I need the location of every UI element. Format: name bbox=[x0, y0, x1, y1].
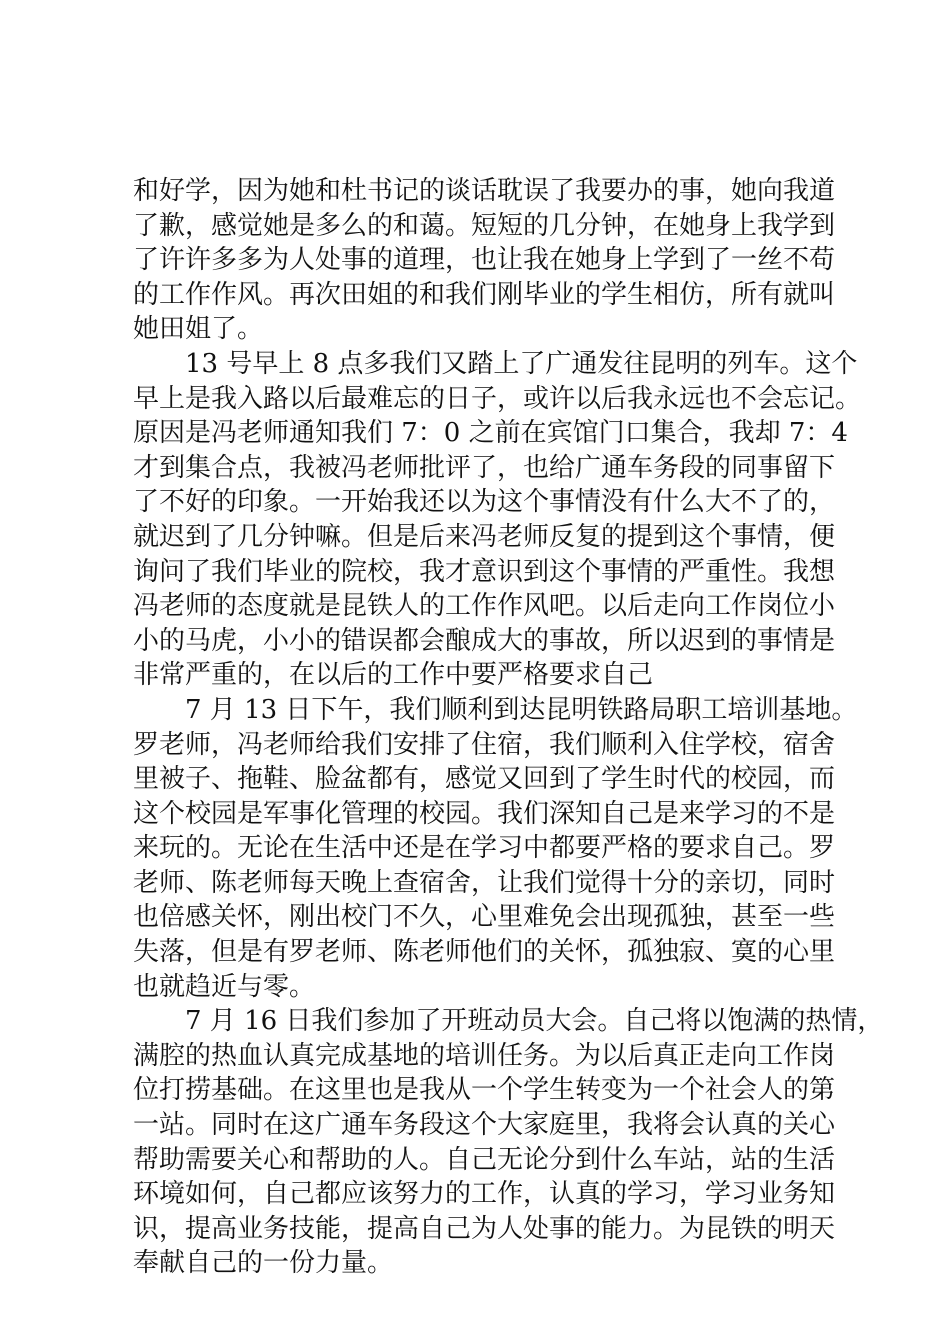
text-line: 奉献自己的一份力量。 bbox=[133, 1248, 394, 1279]
paragraph-4 bbox=[133, 1004, 884, 1281]
text-line: 冯老师的态度就是昆铁人的工作作风吧。以后走向工作岗位小 bbox=[133, 591, 836, 622]
document-body bbox=[133, 174, 884, 1281]
text-line: 位打捞基础。在这里也是我从一个学生转变为一个社会人的第 bbox=[133, 1075, 836, 1106]
text-line: 7 月 16 日我们参加了开班动员大会。自己将以饱满的热情， bbox=[185, 1006, 884, 1037]
text-line: 早上是我入路以后最难忘的日子，或许以后我永远也不会忘记。 bbox=[133, 383, 862, 414]
text-line: 13 号早上 8 点多我们又踏上了广通发往昆明的列车。这个 bbox=[185, 348, 858, 379]
text-line: 和好学，因为她和杜书记的谈话耽误了我要办的事，她向我道 bbox=[133, 176, 836, 206]
text-line: 就迟到了几分钟嘛。但是后来冯老师反复的提到这个事情，便 bbox=[133, 521, 836, 552]
text-line: 里被子、拖鞋、脸盆都有，感觉又回到了学生时代的校园，而 bbox=[133, 764, 836, 795]
text-line: 满腔的热血认真完成基地的培训任务。为以后真正走向工作岗 bbox=[133, 1040, 836, 1071]
text-line: 原因是冯老师通知我们 7：0 之前在宾馆门口集合，我却 7：4 bbox=[133, 418, 848, 449]
text-line: 帮助需要关心和帮助的人。自己无论分到什么车站，站的生活 bbox=[133, 1144, 836, 1175]
text-line: 询问了我们毕业的院校，我才意识到这个事情的严重性。我想 bbox=[133, 556, 836, 587]
text-line: 小的马虎，小小的错误都会酿成大的事故，所以迟到的事情是 bbox=[133, 625, 836, 656]
text-line: 失落，但是有罗老师、陈老师他们的关怀，孤独寂、寞的心里 bbox=[133, 937, 836, 968]
text-line: 的工作作风。再次田姐的和我们刚毕业的学生相仿，所有就叫 bbox=[133, 279, 836, 310]
text-line: 来玩的。无论在生活中还是在学习中都要严格的要求自己。罗 bbox=[133, 833, 836, 864]
text-line: 7 月 13 日下午，我们顺利到达昆明铁路局职工培训基地。 bbox=[185, 694, 858, 725]
text-line: 罗老师，冯老师给我们安排了住宿，我们顺利入住学校，宿舍 bbox=[133, 729, 836, 760]
text-line: 也倍感关怀，刚出校门不久，心里难免会出现孤独，甚至一些 bbox=[133, 902, 836, 933]
text-line: 她田姐了。 bbox=[133, 314, 264, 345]
paragraph-3 bbox=[133, 693, 858, 1004]
text-line: 一站。同时在这广通车务段这个大家庭里，我将会认真的关心 bbox=[133, 1110, 836, 1141]
paragraph-1 bbox=[133, 174, 836, 347]
text-line: 了歉，感觉她是多么的和蔼。短短的几分钟，在她身上我学到 bbox=[133, 210, 836, 241]
paragraph-2 bbox=[133, 347, 862, 693]
text-line: 了许许多多为人处事的道理，也让我在她身上学到了一丝不苟 bbox=[133, 245, 836, 276]
text-line: 也就趋近与零。 bbox=[133, 971, 316, 1002]
text-line: 才到集合点，我被冯老师批评了，也给广通车务段的同事留下 bbox=[133, 452, 836, 483]
text-line: 老师、陈老师每天晚上查宿舍，让我们觉得十分的亲切，同时 bbox=[133, 867, 836, 898]
text-line: 非常严重的，在以后的工作中要严格要求自己 bbox=[133, 660, 654, 691]
text-line: 识，提高业务技能，提高自己为人处事的能力。为昆铁的明天 bbox=[133, 1213, 836, 1244]
text-line: 了不好的印象。一开始我还以为这个事情没有什么大不了的， bbox=[133, 487, 836, 518]
text-line: 环境如何，自己都应该努力的工作，认真的学习，学习业务知 bbox=[133, 1179, 836, 1210]
text-line: 这个校园是军事化管理的校园。我们深知自己是来学习的不是 bbox=[133, 798, 836, 829]
